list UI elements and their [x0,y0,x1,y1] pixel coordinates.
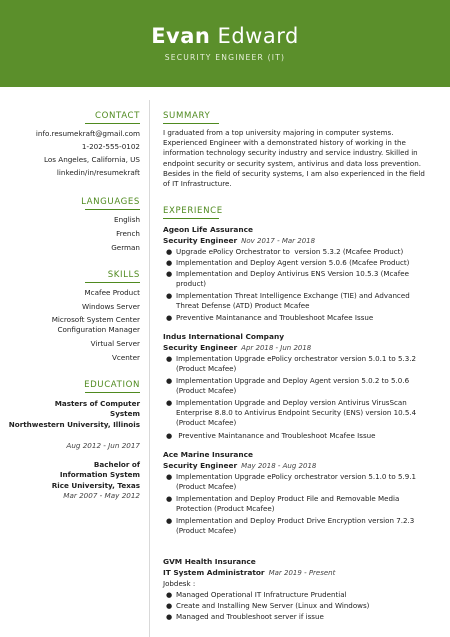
languages-rule [85,209,140,210]
job-role: Security Engineer [163,461,238,470]
last-name: Edward [217,24,299,48]
job-intro: Jobdesk : [163,579,196,588]
skill-item: Virtual Server [90,339,140,348]
summary-line: Experienced Engineer with a demonstrated history of working in the [163,138,406,148]
bullet-icon: ● [166,258,173,267]
contact-rule [85,123,140,124]
job-dates: Nov 2017 - Mar 2018 [241,237,316,245]
education-degree: Masters of Computer System [54,399,140,418]
bullet-text: Implementation Upgrade and Deploy version Antivirus VirusScan [176,398,407,407]
education-dates: Mar 2007 - May 2012 [63,491,140,500]
contact-email[interactable]: info.resumekraft@gmail.com [35,129,140,138]
bullet-icon: ● [166,612,173,621]
summary-line: endpoint security or security system, antivirus and data loss prevention. [163,158,421,168]
bullet-text: Implementation and Deploy Agent version 5.0.6 (Mcafee Product) [176,258,410,267]
bullet-icon: ● [166,398,173,407]
bullet-icon: ● [166,247,173,256]
education-rule [85,392,140,393]
language-item: German [111,243,140,252]
bullet-icon: ● [166,431,173,440]
bullet-text: Implementation and Deploy Product Drive Encryption version 7.2.3 [176,516,415,525]
education-school: Northwestern University, Illinois [8,420,140,429]
bullet-text: Upgrade ePolicy Orchestrator to version 5.3.2 (Mcafee Product) [176,247,404,256]
bullet-icon: ● [166,494,173,503]
languages-heading: LANGUAGES [81,197,140,207]
education-school: Rice University, Texas [51,481,140,490]
job-dates: Mar 2019 - Present [268,569,336,577]
education-dates: Aug 2012 - Jun 2017 [66,441,140,450]
skills-heading: SKILLS [107,270,140,280]
column-divider [149,100,150,637]
bullet-text: Implementation Threat Intelligence Exchange (TIE) and Advanced [176,291,410,300]
job-title: SECURITY ENGINEER (IT) [164,53,286,62]
bullet-text: Preventive Maintanance and Troubleshoot Mcafee Issue [176,431,376,440]
skills-rule [85,282,140,283]
skill-item: Microsoft System Center Configuration Manager [51,315,140,334]
job-role: IT System Administrator [163,568,265,577]
summary-line: information technology security industry and service industry. Skilled in [163,148,418,158]
job-company: GVM Health Insurance [163,557,256,566]
bullet-icon: ● [166,376,173,385]
bullet-text: Create and Installing New Server (Linux and Windows) [176,601,370,610]
contact-heading: CONTACT [95,111,140,121]
first-name: Evan [151,24,211,48]
summary-rule [163,123,219,124]
bullet-icon: ● [166,354,173,363]
job-role: Security Engineer [163,343,238,352]
bullet-icon: ● [166,590,173,599]
bullet-text: Implementation Upgrade and Deploy Agent version 5.0.2 to 5.0.6 [176,376,410,385]
experience-rule [163,218,219,219]
summary-text [163,128,443,189]
bullet-text: (Product Mcafee) [176,526,237,536]
bullet-text: Threat Defense (ATD) Product Mcafee [176,301,310,311]
job-dates: Apr 2018 - Jun 2018 [241,344,312,352]
bullet-text: (Product Mcafee) [176,418,237,428]
summary-line: Besides in the field of security systems, I am also experienced in the field [163,168,425,178]
bullet-text: Managed and Troubleshoot server if issue [176,612,324,621]
bullet-icon: ● [166,269,173,278]
bullet-icon: ● [166,472,173,481]
summary-heading: SUMMARY [163,111,211,121]
contact-linkedin[interactable]: linkedin/in/resumekraft [56,168,140,177]
summary-line: I graduated from a top university majoring in computer systems. [163,128,394,137]
job-dates: May 2018 - Aug 2018 [241,462,317,470]
bullet-text: Preventive Maintanance and Troubleshoot Mcafee Issue [176,313,374,322]
job-role-line [163,236,315,245]
bullet-icon: ● [166,291,173,300]
candidate-name [0,24,450,48]
bullet-text: Managed Operational IT Infratructure Prudential [176,590,347,599]
language-item: French [116,229,140,238]
bullet-icon: ● [166,516,173,525]
summary-line: of IT Infrastructure. [163,179,232,189]
education-heading: EDUCATION [84,380,140,390]
job-role: Security Engineer [163,236,238,245]
job-role-line [163,343,311,352]
job-company: Ace Marine Insurance [163,450,254,459]
job-role-line [163,461,316,470]
contact-location: Los Angeles, California, US [43,155,140,164]
bullet-text: (Product Mcafee) [176,386,237,396]
bullet-text: Enterprise 8.8.0 to Antivirus Endpoint Security (ENS) version 10.5.4 [176,408,417,418]
skill-item: Vcenter [111,353,140,362]
experience-heading: EXPERIENCE [163,206,223,216]
job-company: Ageon Life Assurance [163,225,254,234]
bullet-text: Implementation and Deploy Antivirus ENS Version 10.5.3 (Mcafee [176,269,409,278]
job-company: Indus International Company [163,332,285,341]
bullet-text: (Product Mcafee) [176,482,237,492]
job-role-line [163,568,335,577]
bullet-text: Protection (Product Mcafee) [176,504,275,514]
bullet-text: Implementation Upgrade ePolicy orchestrator version 5.0.1 to 5.3.2 [176,354,417,363]
contact-phone: 1-202-555-0102 [81,142,140,151]
bullet-icon: ● [166,601,173,610]
bullet-text: Implementation and Deploy Product File and Removable Media [176,494,400,503]
bullet-text: (Product Mcafee) [176,364,237,374]
skill-item: Mcafee Product [84,288,140,297]
header-banner [0,0,450,87]
education-degree: Bachelor of Information System [59,460,140,479]
bullet-text: Implementation Upgrade ePolicy orchestrator version 5.1.0 to 5.9.1 [176,472,417,481]
bullet-text: product) [176,279,207,289]
language-item: English [114,215,140,224]
skill-item: Windows Server [82,302,140,311]
bullet-icon: ● [166,313,173,322]
